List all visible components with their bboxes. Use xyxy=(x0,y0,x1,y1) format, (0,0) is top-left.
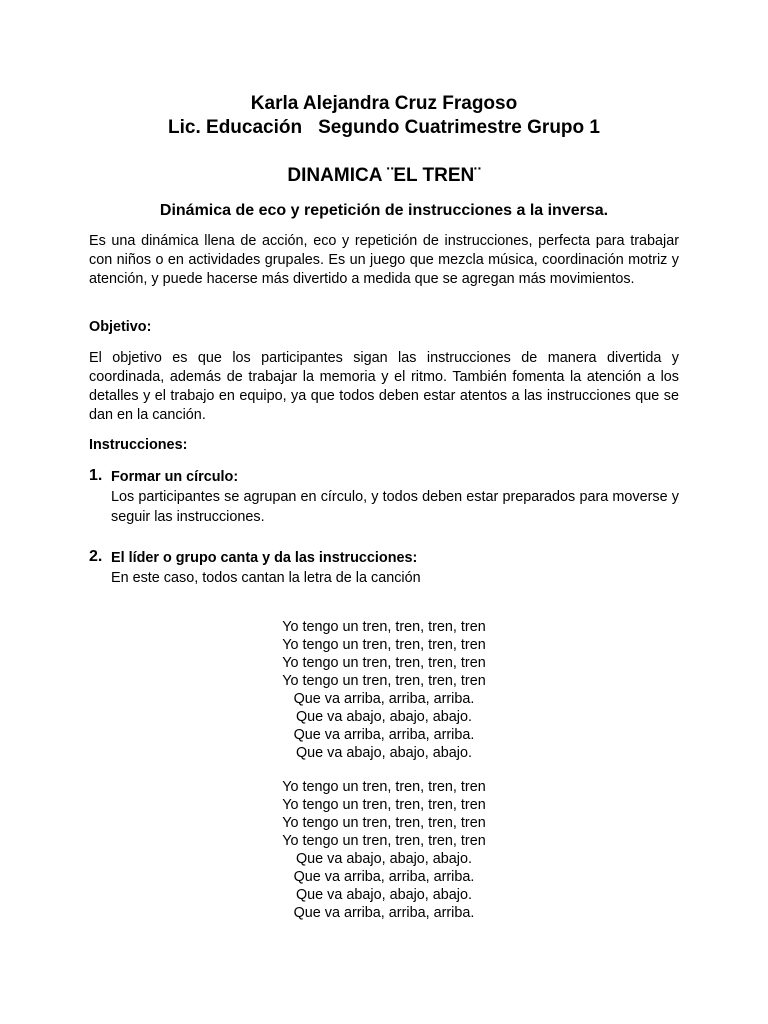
objective-heading: Objetivo: xyxy=(89,319,152,335)
lyric-line: Yo tengo un tren, tren, tren, tren xyxy=(282,637,486,653)
document-title: DINAMICA ¨EL TREN¨ xyxy=(287,165,481,186)
lyric-line: Yo tengo un tren, tren, tren, tren xyxy=(282,779,486,795)
step-description: Los participantes se agrupan en círculo, y todos deben estar preparados para moverse y seguir las instrucciones. xyxy=(111,489,679,525)
lyric-line: Que va abajo, abajo, abajo. xyxy=(295,851,473,867)
lyric-line: Que va arriba, arriba, arriba. xyxy=(293,691,475,707)
lyric-line: Que va arriba, arriba, arriba. xyxy=(293,905,475,921)
program-name: Lic. Educación xyxy=(168,117,303,138)
author-name: Karla Alejandra Cruz Fragoso xyxy=(250,93,518,114)
lyric-line: Yo tengo un tren, tren, tren, tren xyxy=(282,797,486,813)
lyrics-stanza-1 xyxy=(0,618,768,762)
intro-paragraph: Es una dinámica llena de acción, eco y repetición de instrucciones, perfecta para trabajar con niños o en actividades grupales. Es un juego que mezcla música, coordinación motriz y atención, y puede hacerse más divertido a medida que se agregan más movimientos. xyxy=(89,233,679,287)
lyric-line: Que va abajo, abajo, abajo. xyxy=(295,887,473,903)
lyrics-stanza-2 xyxy=(0,778,768,922)
term-group: Segundo Cuatrimestre Grupo 1 xyxy=(318,117,600,138)
lyric-line: Yo tengo un tren, tren, tren, tren xyxy=(282,619,486,635)
lyric-line: Yo tengo un tren, tren, tren, tren xyxy=(282,673,486,689)
step-title: Formar un círculo: xyxy=(111,469,239,485)
step-number: 1. xyxy=(89,467,103,484)
step-number: 2. xyxy=(89,548,103,565)
program-line xyxy=(0,116,768,140)
lyric-line: Yo tengo un tren, tren, tren, tren xyxy=(282,833,486,849)
lyric-line: Que va abajo, abajo, abajo. xyxy=(295,709,473,725)
instructions-heading: Instrucciones: xyxy=(89,437,188,453)
lyric-line: Que va arriba, arriba, arriba. xyxy=(293,869,475,885)
document-subtitle: Dinámica de eco y repetición de instrucciones a la inversa. xyxy=(159,202,609,219)
objective-paragraph: El objetivo es que los participantes sigan las instrucciones de manera divertida y coordinada, además de trabajar la memoria y el ritmo. También fomenta la atención a los detalles y el trabajo en equipo, ya que todos deben estar atentos a las instrucciones que se dan en la canción. xyxy=(89,350,679,423)
step-description: En este caso, todos cantan la letra de la canción xyxy=(111,570,421,586)
step-title: El líder o grupo canta y da las instrucciones: xyxy=(111,550,418,566)
lyric-line: Yo tengo un tren, tren, tren, tren xyxy=(282,655,486,671)
lyric-line: Que va arriba, arriba, arriba. xyxy=(293,727,475,743)
lyric-line: Que va abajo, abajo, abajo. xyxy=(295,745,473,761)
lyric-line: Yo tengo un tren, tren, tren, tren xyxy=(282,815,486,831)
